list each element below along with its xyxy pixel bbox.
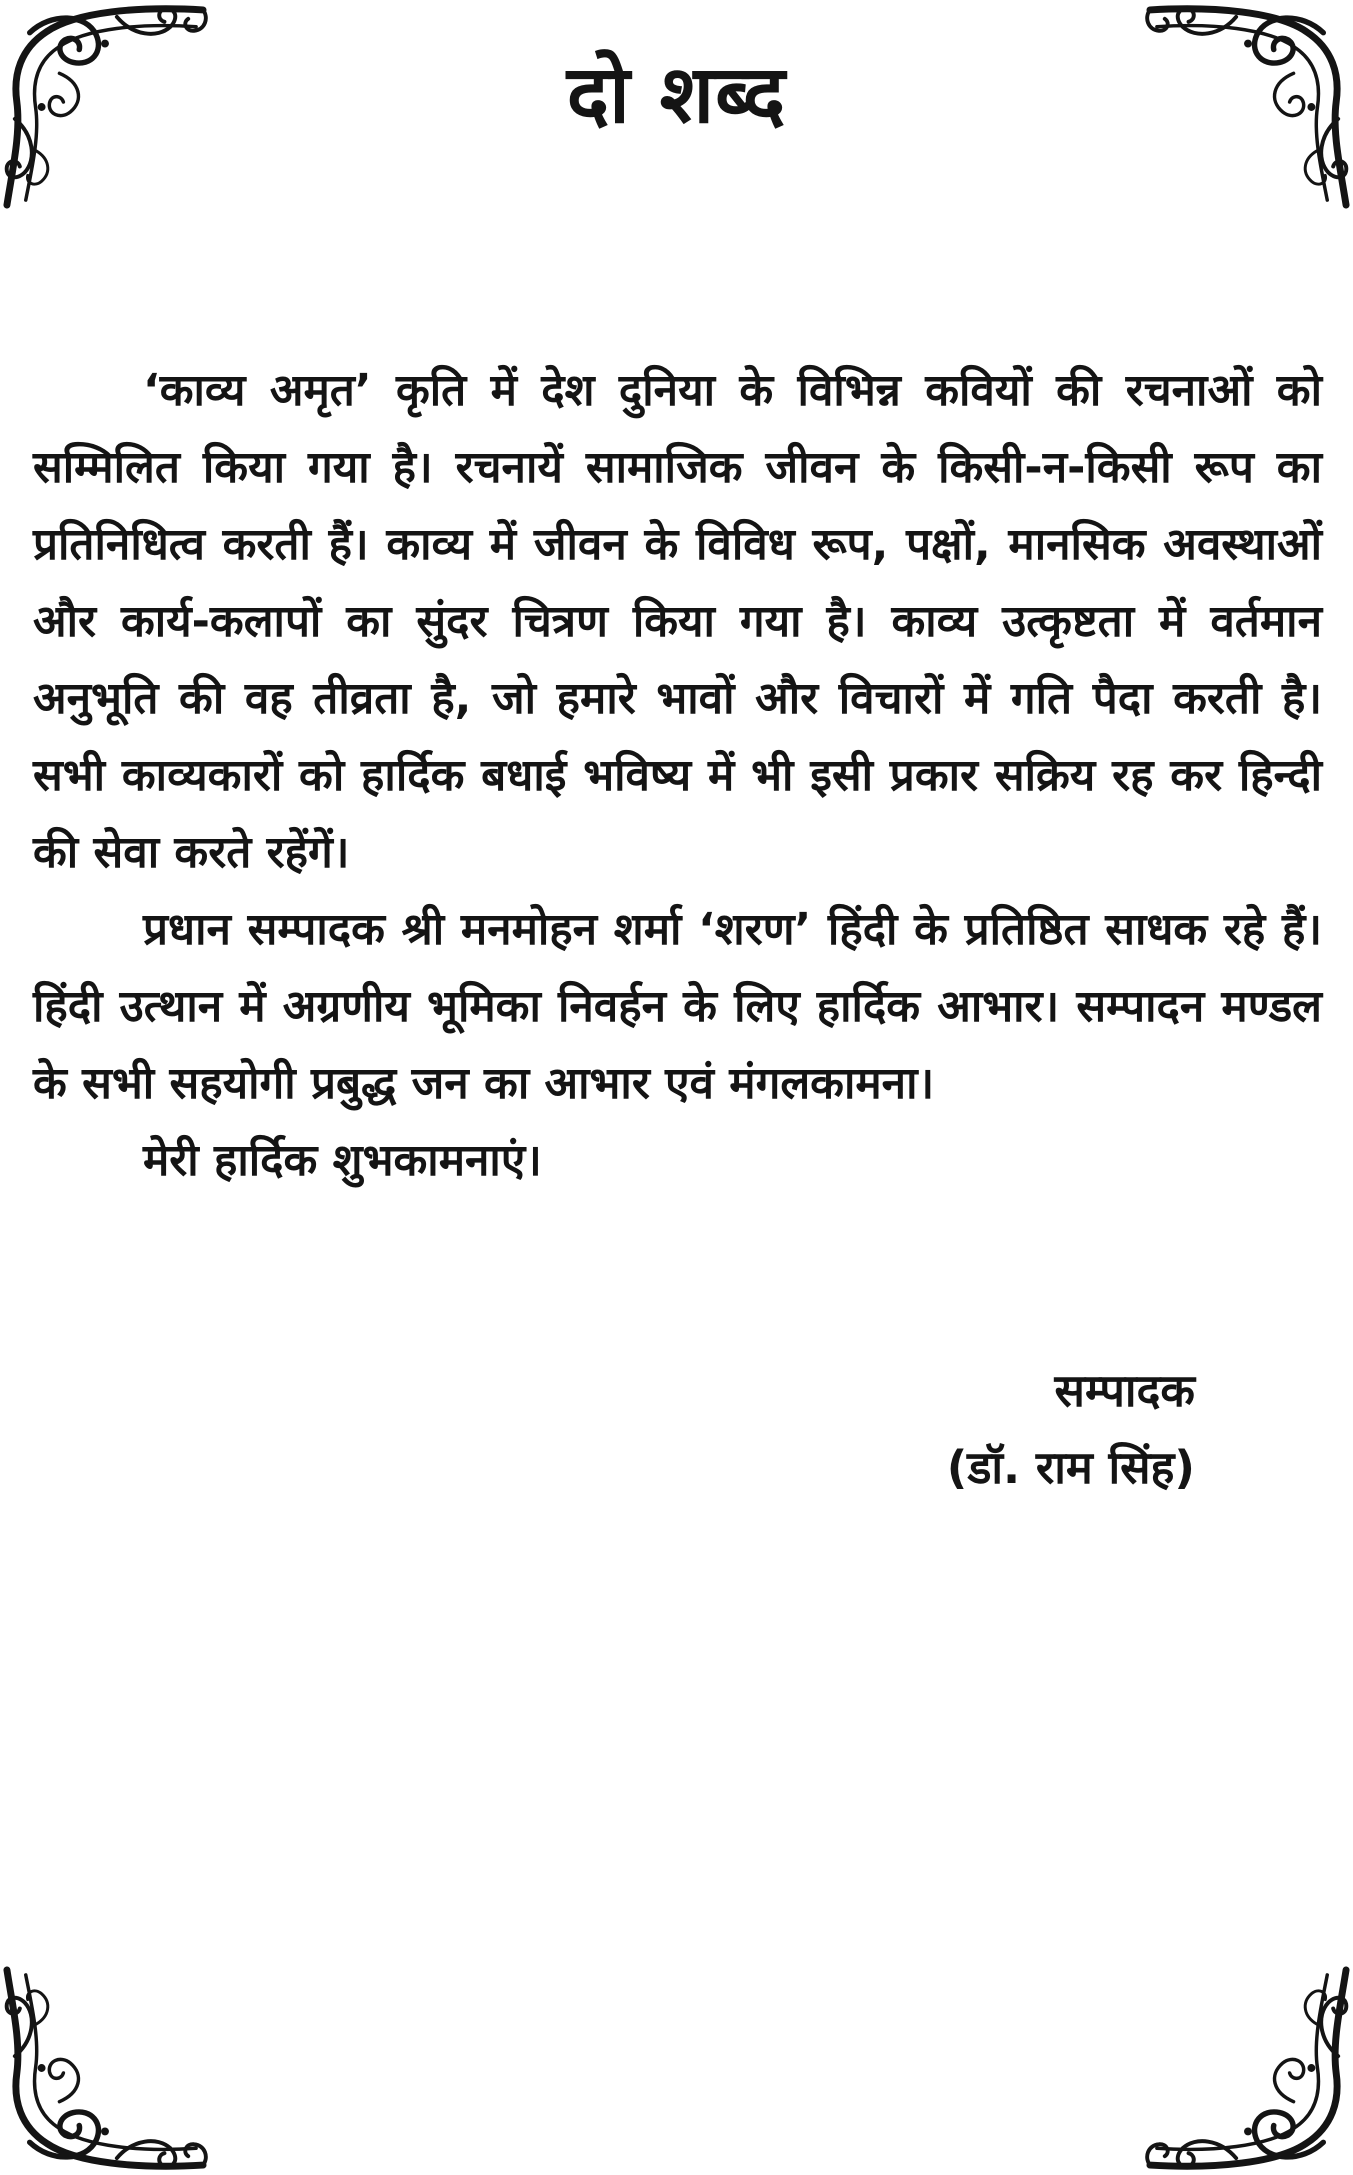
paragraph-2: प्रधान सम्पादक श्री मनमोहन शर्मा ‘शरण’ हिंदी के प्रतिष्ठित साधक रहे हैं। हिंदी उत्थान में अग्रणीय भूमिका निवर्हन के लिए हार्दिक आभार। सम्पादन मण्डल के सभी सहयोगी प्रबुद्ध जन का आभार एवं मंगलकामना। — [33, 904, 1322, 1109]
paragraph-3: मेरी हार्दिक शुभकामनाएं। — [143, 1135, 542, 1186]
signature-role: सम्पादक — [1054, 1364, 1195, 1417]
corner-flourish-icon — [1145, 1963, 1353, 2175]
paragraph-1: ‘काव्य अमृत’ कृति में देश दुनिया के विभिन्न कवियों की रचनाओं को सम्मिलित किया गया है। रचनायें सामाजिक जीवन के किसी-न-किसी रूप का प्रतिनिधित्व करती हैं। काव्य में जीवन के विविध रूप, पक्षों, मानसिक अवस्थाओं और कार्य-कलापों का सुंदर चित्रण किया गया है। काव्य उत्कृष्टता में वर्तमान अनुभूति की वह तीव्रता है, जो हमारे भावों और विचारों में गति पैदा करती है। सभी काव्यकारों को हार्दिक बधाई भविष्य में भी इसी प्रकार सक्रिय रह कर हिन्दी की सेवा करते रहेंगें। — [33, 365, 1322, 878]
corner-flourish-icon — [0, 1963, 208, 2175]
preface-body — [33, 352, 1322, 1199]
signature-block — [947, 1352, 1195, 1506]
signature-name: (डॉ. राम सिंह) — [946, 1441, 1195, 1494]
page-title: दो शब्द — [566, 48, 787, 141]
